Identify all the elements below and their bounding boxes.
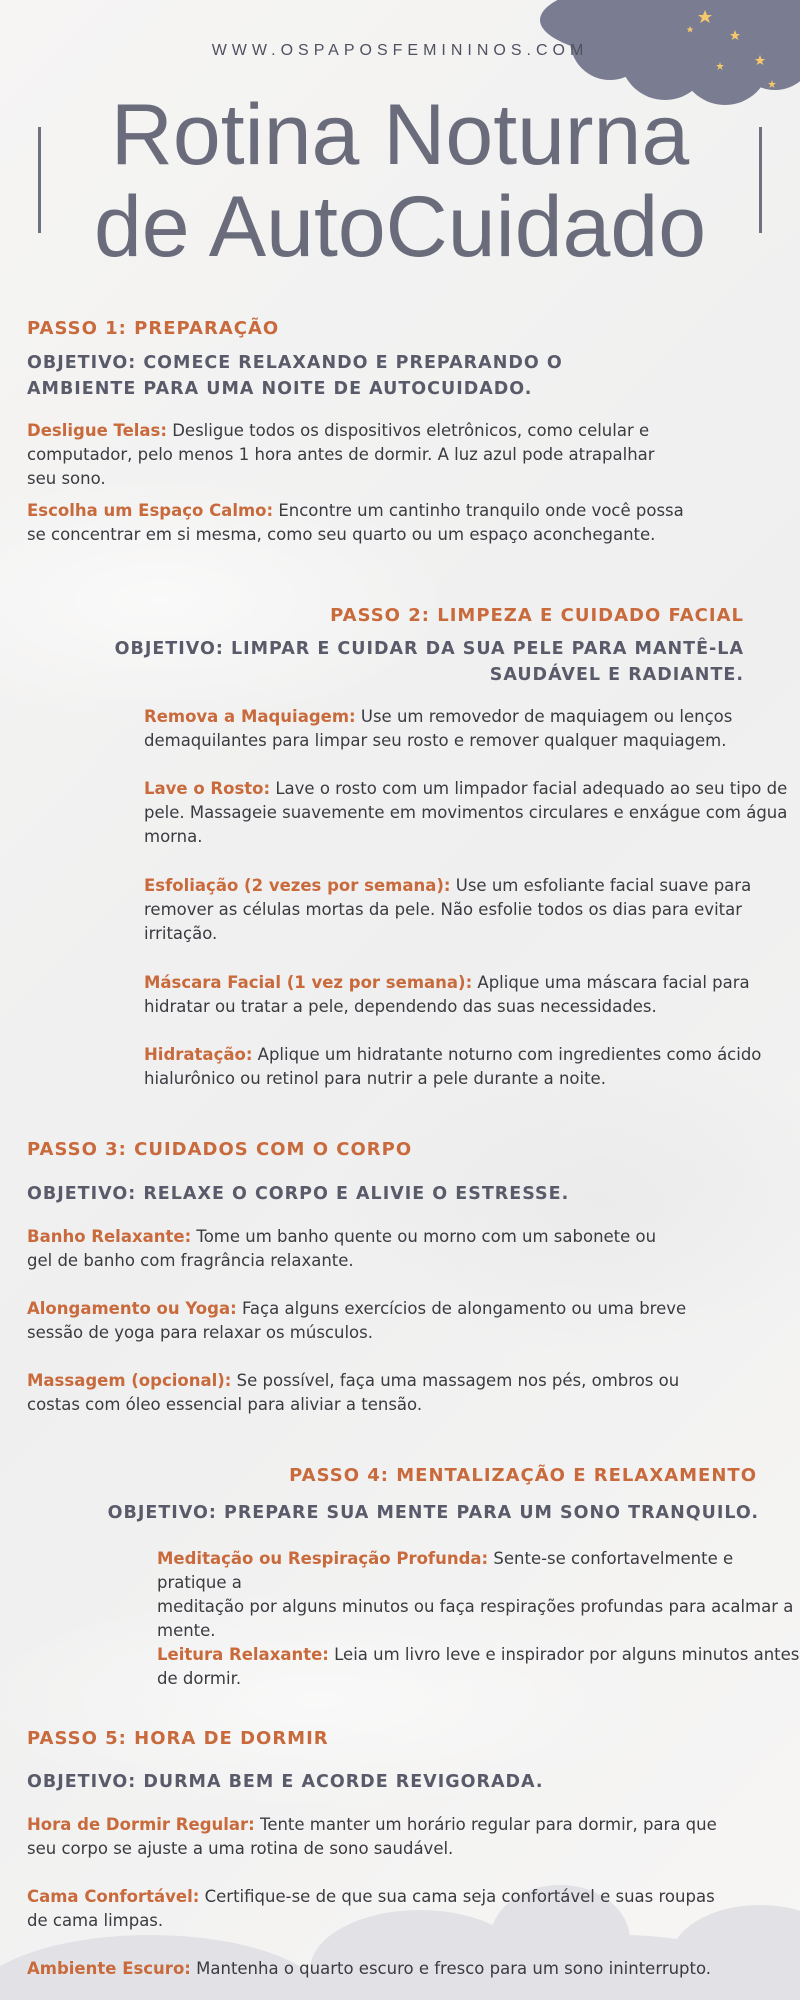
step-3-item-3: Massagem (opcional): Se possível, faça uma massagem nos pés, ombros ou costas com óleo essencial para aliviar a tensão. bbox=[27, 1371, 680, 1414]
step-5-item-1: Hora de Dormir Regular: Tente manter um horário regular para dormir, para que seu corpo se ajuste a uma rotina de sono saudável. bbox=[27, 1815, 717, 1858]
page-title-line2: de AutoCuidado bbox=[93, 179, 707, 275]
step-1-item-2: Escolha um Espaço Calmo: Encontre um cantinho tranquilo onde você possa se concentrar em si mesma, como seu quarto ou um espaço aconchegante. bbox=[27, 501, 684, 544]
step-2-objective: OBJETIVO: LIMPAR E CUIDAR DA SUA PELE PARA MANTÊ-LA SAUDÁVEL E RADIANTE. bbox=[114, 639, 744, 685]
step-5-heading: PASSO 5: HORA DE DORMIR bbox=[27, 1728, 329, 1749]
step-5-item-3: Ambiente Escuro: Mantenha o quarto escuro e fresco para um sono ininterrupto. bbox=[27, 1959, 712, 1978]
step-5-item-2: Cama Confortável: Certifique-se de que sua cama seja confortável e suas roupas de cama limpas. bbox=[27, 1887, 715, 1930]
website-url[interactable]: WWW.OSPAPOSFEMININOS.COM bbox=[211, 42, 589, 59]
step-4-item-1: Meditação ou Respiração Profunda: Sente-se confortavelmente e pratique a meditação por alguns minutos ou faça respirações profundas para acalmar a mente. bbox=[157, 1549, 794, 1640]
step-5-objective: OBJETIVO: DURMA BEM E ACORDE REVIGORADA. bbox=[27, 1772, 544, 1792]
step-3-objective: OBJETIVO: RELAXE O CORPO E ALIVIE O ESTRESSE. bbox=[27, 1184, 570, 1204]
page-title-line1: Rotina Noturna bbox=[110, 87, 690, 183]
step-4-objective: OBJETIVO: PREPARE SUA MENTE PARA UM SONO TRANQUILO. bbox=[107, 1503, 759, 1523]
step-4-heading: PASSO 4: MENTALIZAÇÃO E RELAXAMENTO bbox=[289, 1465, 757, 1486]
step-3-item-2: Alongamento ou Yoga: Faça alguns exercícios de alongamento ou uma breve sessão de yoga para relaxar os músculos. bbox=[27, 1299, 687, 1342]
step-2-item-3: Esfoliação (2 vezes por semana): Use um esfoliante facial suave para remover as células mortas da pele. Não esfolie todos os dias para evitar irritação. bbox=[144, 876, 752, 943]
step-1-item-1: Desligue Telas: Desligue todos os dispositivos eletrônicos, como celular e computador, pelo menos 1 hora antes de dormir. A luz azul pode atrapalhar seu sono. bbox=[27, 421, 655, 488]
step-2-item-4: Máscara Facial (1 vez por semana): Aplique uma máscara facial para hidratar ou tratar a pele, dependendo das suas necessidades. bbox=[144, 973, 750, 1016]
step-2-heading: PASSO 2: LIMPEZA E CUIDADO FACIAL bbox=[330, 605, 744, 626]
step-2-item-1: Remova a Maquiagem: Use um removedor de maquiagem ou lenços demaquilantes para limpar seu rosto e remover qualquer maquiagem. bbox=[144, 707, 733, 750]
step-1-heading: PASSO 1: PREPARAÇÃO bbox=[27, 318, 280, 339]
step-2-item-2: Lave o Rosto: Lave o rosto com um limpador facial adequado ao seu tipo de pele. Massageie suavemente em movimentos circulares e enxágue com água morna. bbox=[144, 779, 788, 846]
step-1-objective: OBJETIVO: COMECE RELAXANDO E PREPARANDO O AMBIENTE PARA UMA NOITE DE AUTOCUIDADO. bbox=[27, 353, 563, 399]
step-3-item-1: Banho Relaxante: Tome um banho quente ou morno com um sabonete ou gel de banho com fragrância relaxante. bbox=[27, 1227, 657, 1270]
step-4-item-2: Leitura Relaxante: Leia um livro leve e inspirador por alguns minutos antes de dormir. bbox=[157, 1645, 800, 1688]
step-2-item-5: Hidratação: Aplique um hidratante noturno com ingredientes como ácido hialurônico ou retinol para nutrir a pele durante a noite. bbox=[144, 1045, 762, 1088]
step-3-heading: PASSO 3: CUIDADOS COM O CORPO bbox=[27, 1139, 413, 1160]
